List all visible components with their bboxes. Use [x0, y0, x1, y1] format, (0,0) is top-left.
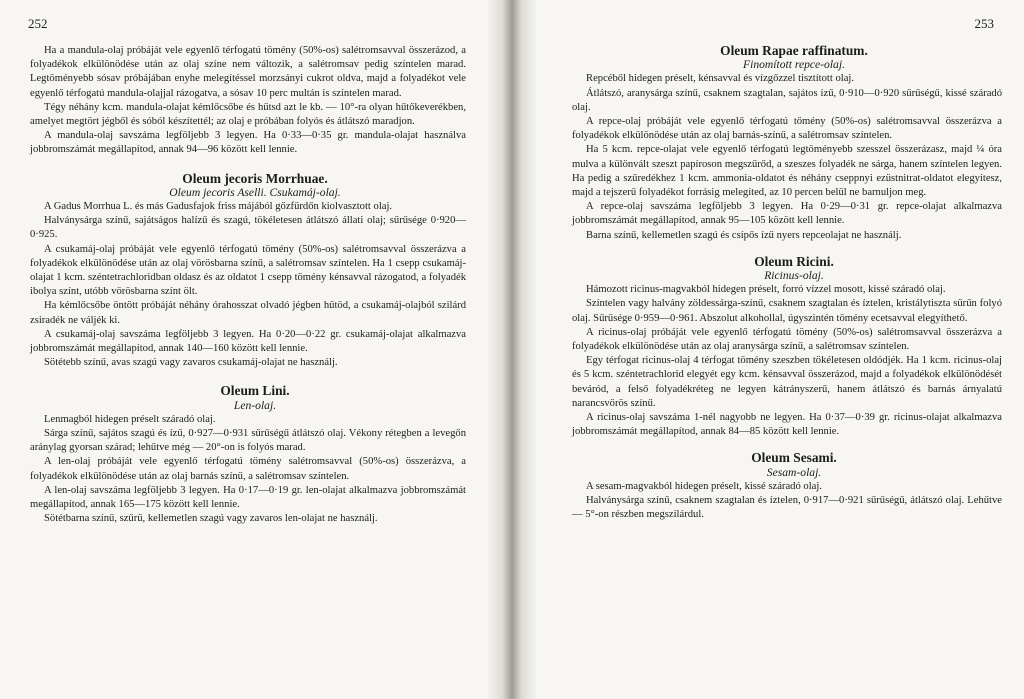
section-heading-jecoris: Oleum jecoris Morrhuae. — [182, 170, 328, 186]
body-paragraph: A repce-olaj próbáját vele egyenlő térfogatú tömény (50%-os) salétromsavval összerázva a folyadékok elkülönödése után az olaj barnás-színű, a salétromsav színtelen. — [572, 116, 1002, 142]
book-gutter — [488, 0, 536, 699]
section-subtitle-jecoris: Oleum jecoris Aselli. Csukamáj-olaj. — [169, 185, 341, 199]
body-paragraph: Barna színű, kellemetlen szagú és csípős ízű nyers repceolajat ne használj. — [586, 229, 902, 241]
body-paragraph: A csukamáj-olaj próbáját vele egyenlő térfogatú tömény (50%-os) salétromsavval összerázva a folyadékok elkülönödése után az olaj vörösbarna színű, a salétromsav színtelen. Ha 1 csepp csukamáj-olajat 1 kcm. széntetrachloridban oldasz és az oldatot 1 csepp tömény kénsavval rázogatod, a folyadék ibolya színt, utóbb vörösbarna színt ölt. — [30, 243, 466, 298]
body-paragraph: Hámozott ricinus-magvakból hidegen préselt, forró vízzel mosott, kissé száradó olaj. — [586, 284, 946, 296]
body-paragraph: Ha a mandula-olaj próbáját vele egyenlő térfogatú tömény (50%-os) salétromsavval összerázod, a folyadékok elkülönödése után az olaj színe nem változik, a salétromsav pedig színtelen marad. Legtöményebb sósav próbájában enyhe melegítéssel morzsányi cukrot oldva, majd a folyadékot vele egyenlő térfogatú mandula-olajjal rázogatva, a sósav 10 perc multán is színtelen marad. — [30, 45, 466, 99]
body-paragraph: A Gadus Morrhua L. és más Gadusfajok friss májából gőzfürdőn kiolvasztott olaj. — [44, 201, 393, 213]
section-heading-ricini: Oleum Ricini. — [754, 253, 834, 269]
section-heading-sesami: Oleum Sesami. — [751, 450, 837, 466]
body-paragraph: A len-olaj próbáját vele egyenlő térfogatú tömény salétromsavval (50%-os) összerázva, a folyadékok elkülönödése után az olaj barnás színű, a salétromsav színtelen. — [30, 456, 466, 482]
body-paragraph: Sárga színű, sajátos szagú és ízű, 0·927—0·931 sűrűségű átlátszó olaj. Vékony rétegben a levegőn aránylag gyorsan szárad; lehűtve még — 20°-on is folyós marad. — [30, 428, 466, 454]
section-heading-rapae: Oleum Rapae raffinatum. — [720, 43, 868, 58]
body-paragraph: Ha 5 kcm. repce-olajat vele egyenlő térfogatú legtöményebb szesszel összerázasz, majd ¼ óra mulva a különvált szeszt papíroson megszűrőd, a szeszes folyadék ne sárga, hanem színtelen legyen. Ha pedig a szűredékhez 1 kcm. ammonia-oldatot és néhány cseppnyi ezüstnitrat-oldatot elegyítesz, majd a tejszerű folyadékot forrásig melegíted, az 10 percen belül ne barnuljon meg. — [572, 144, 1002, 199]
body-paragraph: Halványsárga színű, csaknem szagtalan és íztelen, 0·917—0·921 sűrűségű, átlátszó olaj. Lehűtve — 5°-on részben megszilárdul. — [572, 495, 1002, 521]
body-paragraph: Színtelen vagy halvány zöldessárga-színű, csaknem szagtalan és íztelen, kristálytiszta sűrűn folyó olaj. Sűrűsége 0·959—0·961. Abszolut alkohollal, úgyszintén tömény ecetsavval elegyíthető. — [572, 298, 1002, 324]
body-paragraph: A len-olaj savszáma legföljebb 3 legyen. Ha 0·17—0·19 gr. len-olajat alkalmazva jobbromszámát megállapítod, annak 165—175 között kell lennie. — [30, 484, 466, 511]
section-subtitle-rapae: Finomított repce-olaj. — [743, 58, 845, 72]
section-subtitle-lini: Len-olaj. — [233, 398, 277, 412]
body-paragraph: Tégy néhány kcm. mandula-olajat kémlőcsőbe és hűtsd azt le kb. — 10°-ra olyan hűtőkeverékben, amelyet megtört jégből és sóból készítettél; az olaj e próbában folyós és átlátszó maradjon. — [30, 101, 466, 128]
body-paragraph: A csukamáj-olaj savszáma legföljebb 3 legyen. Ha 0·20—0·22 gr. csukamáj-olajat alkalmazva jobbromszámát megállapítod, annak 140—160 között kell lennie. — [30, 328, 466, 355]
body-paragraph: A mandula-olaj savszáma legföljebb 3 legyen. Ha 0·33—0·35 gr. mandula-olajat használva jobbromszámát megállapítod, annak 94—96 között kell lennie. — [30, 130, 466, 156]
body-paragraph: Halványsárga színű, sajátságos halízű és szagú, tökéletesen átlátszó állati olaj; sűrűsége 0·920—0·925. — [30, 215, 466, 241]
body-paragraph: Ha kémlőcsőbe öntött próbáját néhány órahosszat olvadó jégben hűtöd, a csukamáj-olajból szilárd zsiradék ne váljék ki. — [30, 300, 466, 326]
left-column — [30, 44, 466, 527]
section-subtitle-sesami: Sesam-olaj. — [766, 465, 822, 479]
body-paragraph: Lenmagból hidegen préselt száradó olaj. — [44, 413, 216, 425]
right-column — [572, 44, 1002, 523]
section-heading-lini: Oleum Lini. — [220, 383, 290, 399]
body-paragraph: A ricinus-olaj próbáját vele egyenlő térfogatú tömény (50%-os) salétromsavval összerázva a folyadékok elkülönödése után az olaj aranysárga színű, a salétromsav színtelen. — [572, 326, 1002, 353]
page-number-left: 252 — [28, 16, 48, 31]
body-paragraph: A sesam-magvakból hidegen préselt, kissé száradó olaj. — [586, 480, 822, 492]
body-paragraph: A repce-olaj savszáma legföljebb 3 legyen. Ha 0·29—0·31 gr. repce-olajat alkalmazva jobbromszámát megállapítod, annak 95—105 között kell lennie. — [572, 201, 1002, 227]
page-number-right: 253 — [974, 16, 994, 31]
body-paragraph: A ricinus-olaj savszáma 1-nél nagyobb ne legyen. Ha 0·37—0·39 gr. ricinus-olajat alkalmazva jobbromszámát megállapítod, annak 84—85 között kell lennie. — [572, 412, 1002, 438]
body-paragraph: Egy térfogat ricinus-olaj 4 térfogat tömény szeszben tökéletesen oldódjék. Ha 1 kcm. ricinus-olaj és 5 kcm. széntetrachlorid elegyét egy kcm. kénsavval összerázod, majd a folyadékok elkülönödését beváród, a felső folyadékréteg ne legyen kátrányszerű, hanem átlátszó és barnás árnyalatú narancsvörös színű. — [572, 355, 1002, 409]
body-paragraph: Átlátszó, aranysárga színű, csaknem szagtalan, sajátos ízű, 0·910—0·920 sűrűségű, kissé száradó olaj. — [572, 87, 1002, 113]
body-paragraph: Sötétebb színű, avas szagú vagy zavaros csukamáj-olajat ne használj. — [44, 357, 338, 369]
body-paragraph: Repcéből hidegen préselt, kénsavval és vízgőzzel tisztított olaj. — [586, 73, 854, 85]
section-subtitle-ricini: Ricinus-olaj. — [764, 269, 824, 283]
body-paragraph: Sötétbarna színű, szűrű, kellemetlen szagú vagy zavaros len-olajat ne használj. — [44, 513, 378, 525]
